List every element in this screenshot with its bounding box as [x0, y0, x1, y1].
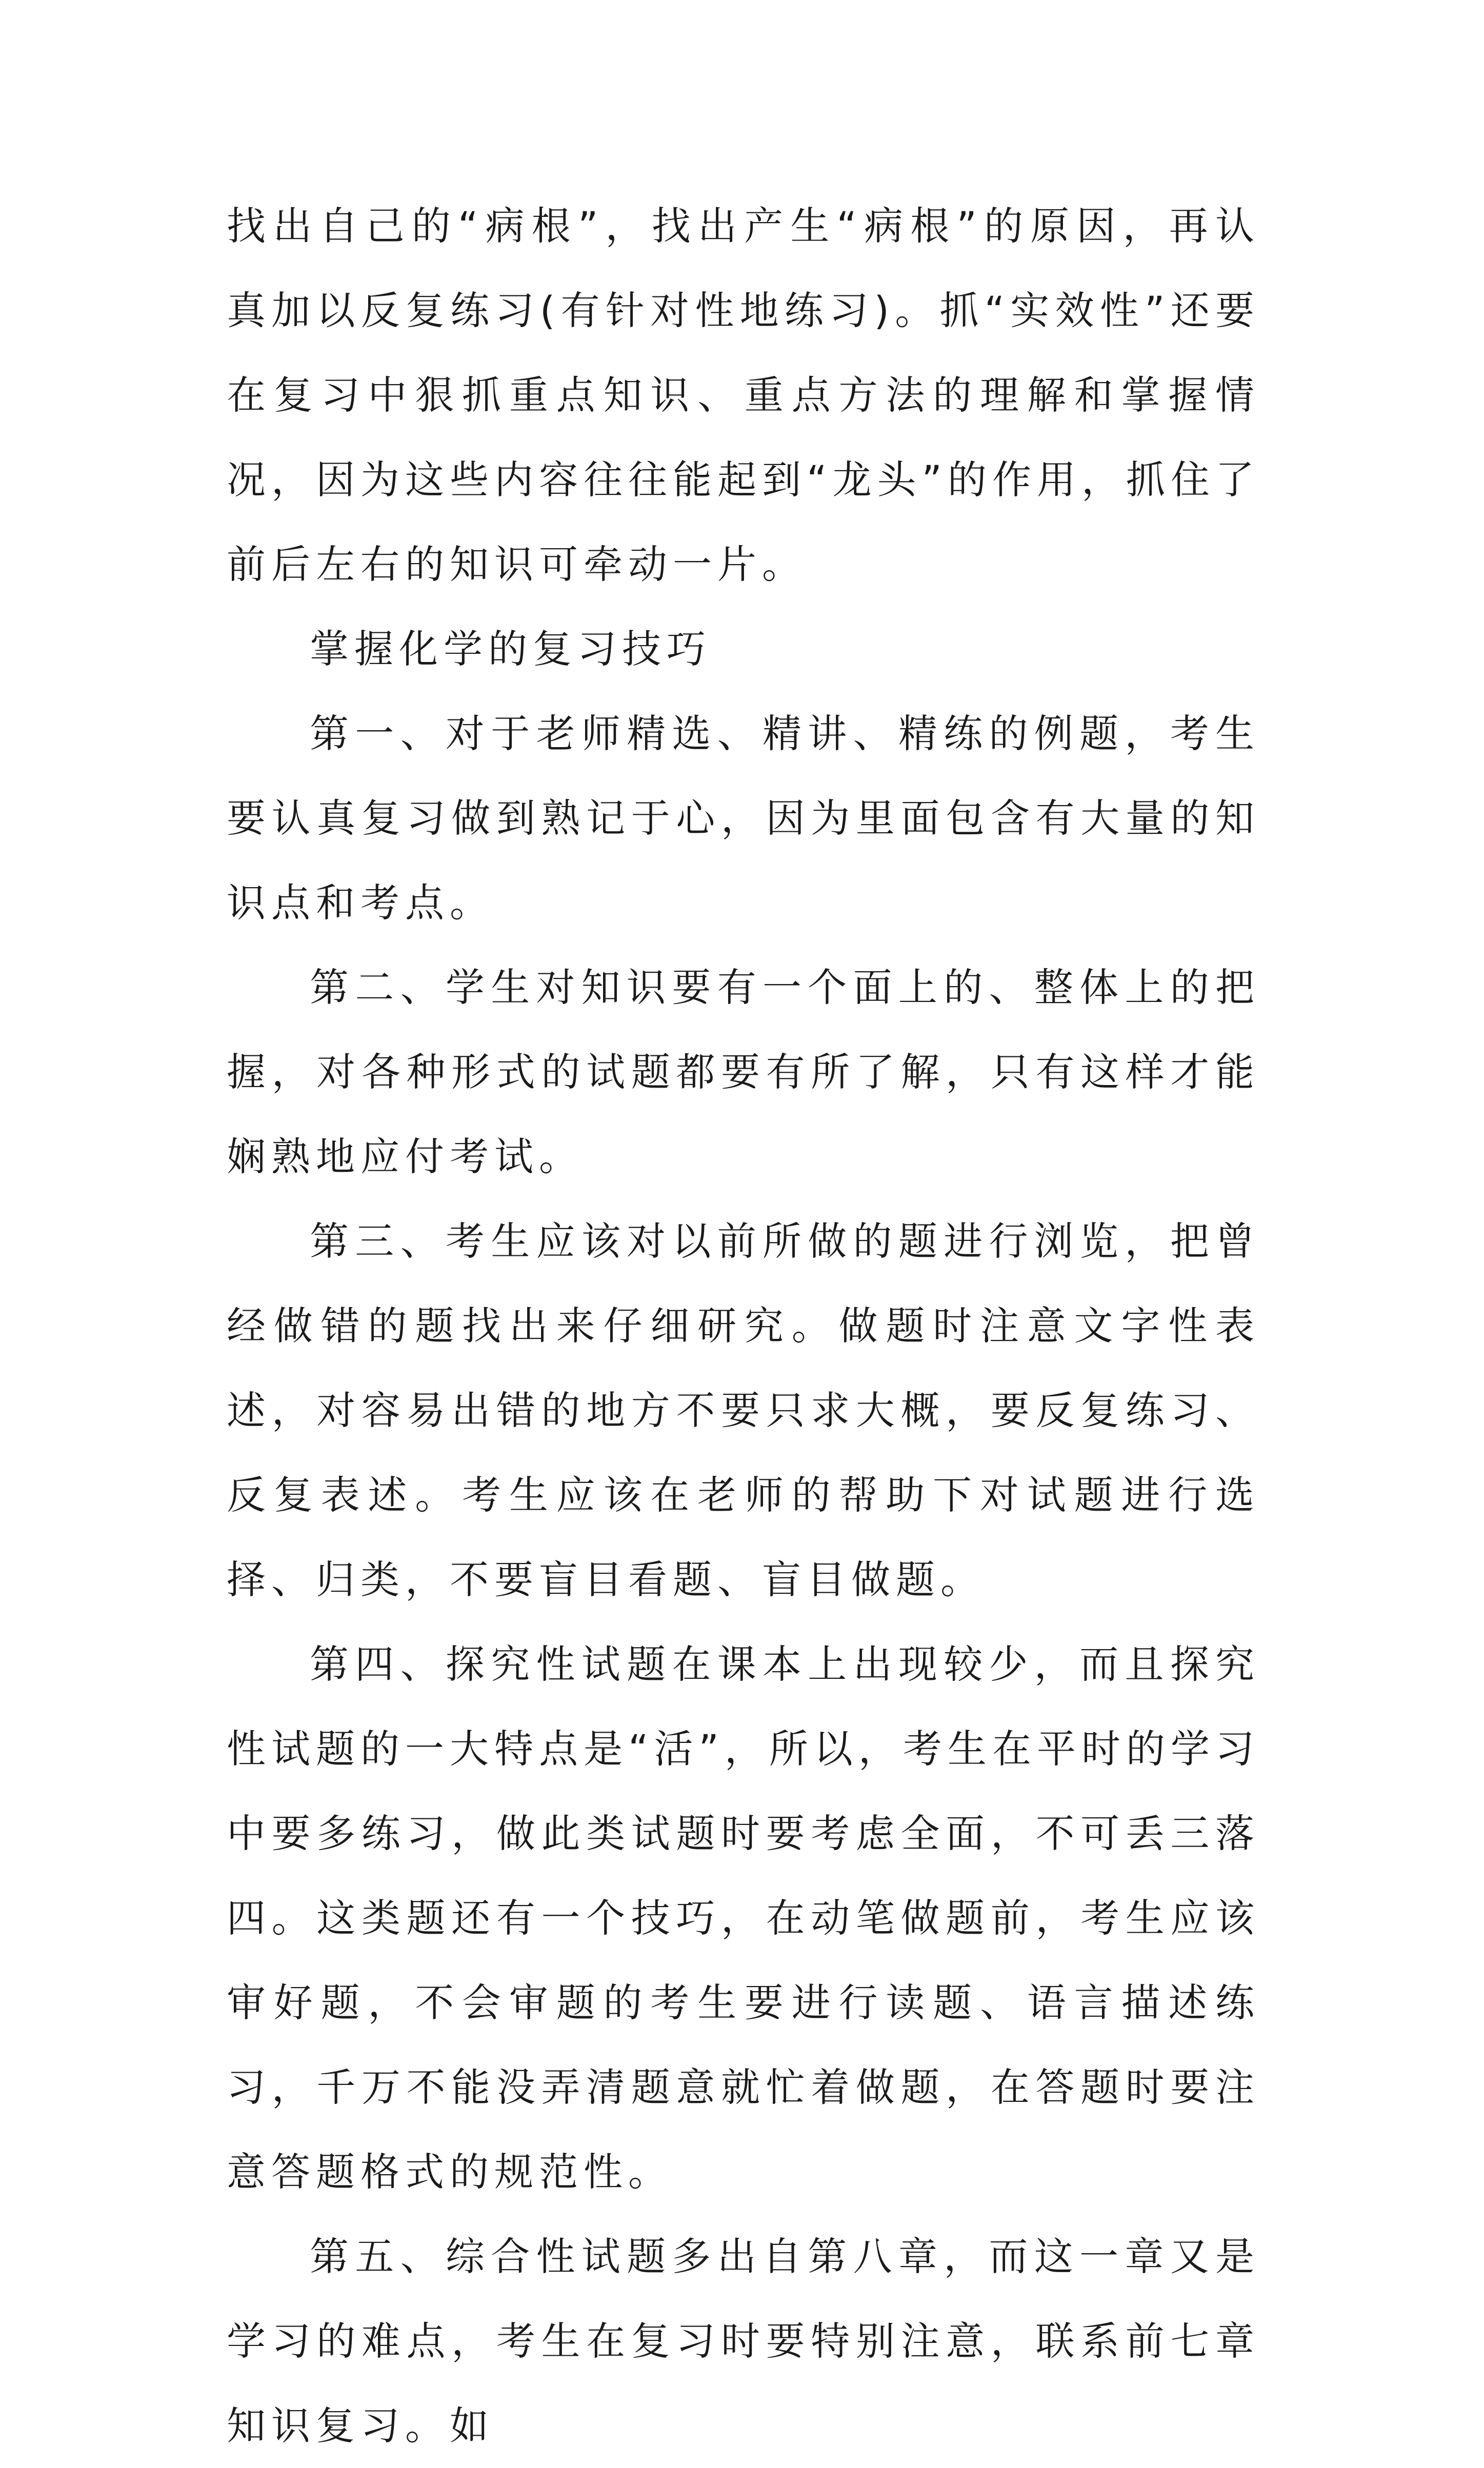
paragraph-tip-3: 第三、考生应该对以前所做的题进行浏览，把曾经做错的题找出来仔细研究。做题时注意文字性表述，对容易出错的地方不要只求大概，要反复练习、反复表述。考生应该在老师的帮助下对试题进行选择、归类，不要盲目看题、盲目做题。: [227, 1218, 1260, 1602]
paragraph-tip-4: 第四、探究性试题在课本上出现较少，而且探究性试题的一大特点是“活”，所以，考生在平时的学习中要多练习，做此类试题时要考虑全面，不可丢三落四。这类题还有一个技巧，在动笔做题前，考生应该审好题，不会审题的考生要进行读题、语言描述练习，千万不能没弄清题意就忙着做题，在答题时要注意答题格式的规范性。: [227, 1641, 1260, 2195]
paragraph-continuation: 找出自己的“病根”，找出产生“病根”的原因，再认真加以反复练习(有针对性地练习)。抓“实效性”还要在复习中狠抓重点知识、重点方法的理解和掌握情况，因为这些内容往往能起到“龙头”的作用，抓住了前后左右的知识可牵动一片。: [227, 203, 1260, 587]
paragraph-tip-1: 第一、对于老师精选、精讲、精练的例题，考生要认真复习做到熟记于心，因为里面包含有大量的知识点和考点。: [227, 711, 1260, 926]
paragraph-tip-5: 第五、综合性试题多出自第八章，而这一章又是学习的难点，考生在复习时要特别注意，联系前七章知识复习。如: [227, 2234, 1260, 2449]
document-body: [227, 184, 1260, 2468]
paragraph-tip-2: 第二、学生对知识要有一个面上的、整体上的把握，对各种形式的试题都要有所了解，只有这样才能娴熟地应付考试。: [227, 965, 1260, 1179]
section-heading: 掌握化学的复习技巧: [310, 626, 711, 672]
